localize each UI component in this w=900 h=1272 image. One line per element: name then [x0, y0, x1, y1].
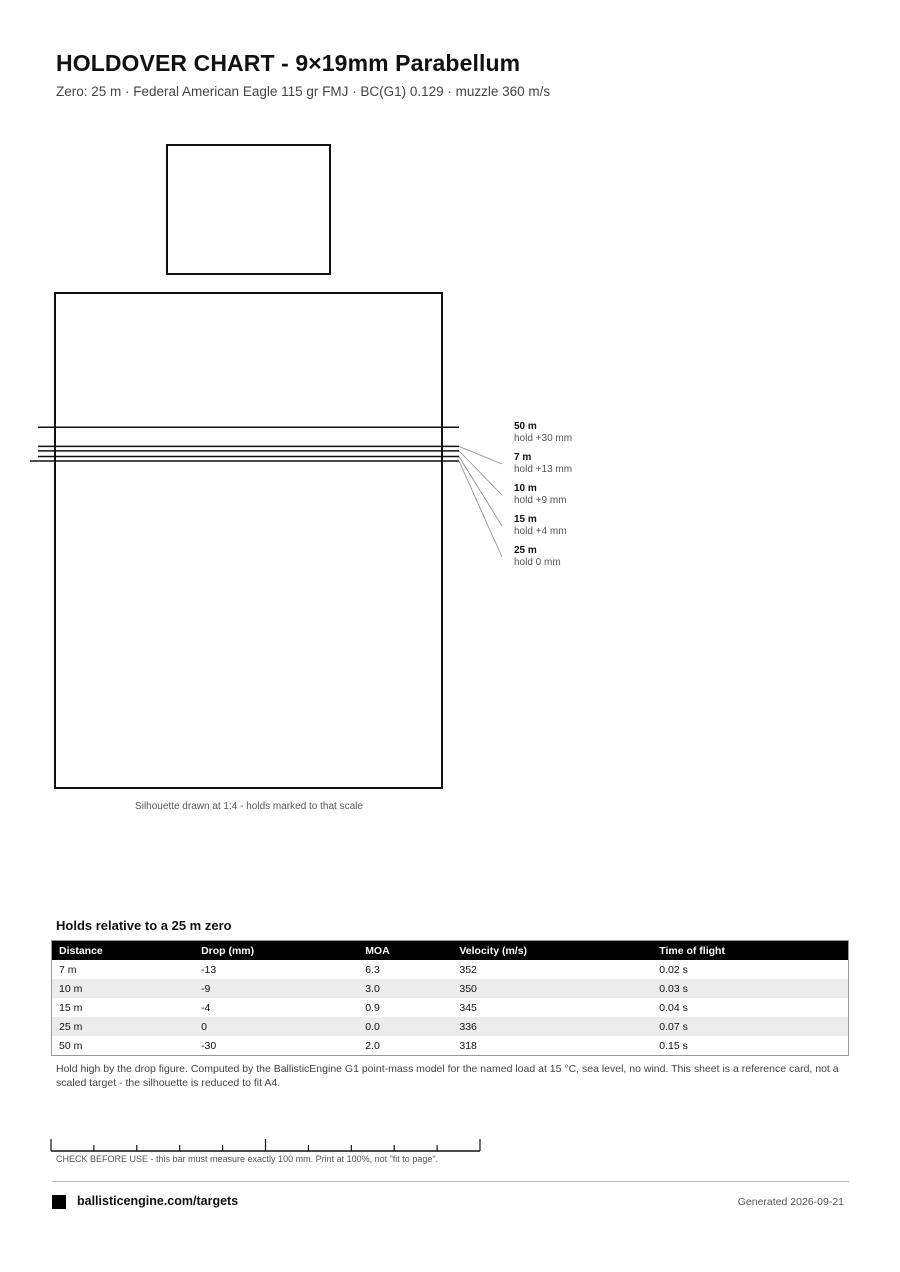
- table-cell: 25 m: [52, 1017, 195, 1036]
- table-cell: 0: [194, 1017, 358, 1036]
- hold-value: hold 0 mm: [514, 557, 561, 568]
- hold-distance: 10 m: [514, 483, 537, 494]
- table-row: [52, 1036, 849, 1056]
- table-cell: 50 m: [59, 1039, 83, 1052]
- hold-value: hold +4 mm: [514, 526, 567, 537]
- table-cell: 0.15 s: [659, 1039, 688, 1052]
- silhouette-body: [55, 293, 442, 788]
- table-cell: 7 m: [59, 963, 77, 976]
- column-header: Time of flight: [652, 941, 848, 961]
- table-cell: 0.03 s: [652, 979, 848, 998]
- hold-distance: 15 m: [514, 514, 537, 525]
- table-row: [52, 998, 849, 1017]
- table-cell: 6.3: [365, 963, 380, 976]
- column-header: Distance: [52, 941, 195, 961]
- hold-label: [514, 483, 567, 507]
- table-cell: 345: [459, 1001, 477, 1014]
- hold-label: [514, 452, 572, 476]
- table-cell: 0.02 s: [659, 963, 688, 976]
- column-header: Drop (mm): [194, 941, 358, 961]
- table-cell: -9: [194, 979, 358, 998]
- table-cell: 318: [459, 1039, 477, 1052]
- holds-table: [51, 940, 849, 1056]
- page-subtitle: Zero: 25 m · Federal American Eagle 115 gr FMJ · BC(G1) 0.129 · muzzle 360 m/s: [56, 84, 551, 99]
- table-cell: 352: [459, 963, 477, 976]
- table-cell: 0.07 s: [652, 1017, 848, 1036]
- table-cell: -30: [201, 1039, 217, 1052]
- table-header-row: [52, 941, 849, 961]
- table-cell: 15 m: [59, 1001, 83, 1014]
- scale-bar: [51, 1139, 480, 1151]
- hold-value: hold +9 mm: [514, 495, 567, 506]
- column-header: Velocity (m/s): [452, 941, 652, 961]
- table-row: [52, 979, 849, 998]
- scale-check-text: CHECK BEFORE USE - this bar must measure exactly 100 mm. Print at 100%, not "fit to page".: [56, 1154, 439, 1164]
- hold-leader-line: [459, 451, 502, 495]
- hold-value: hold +13 mm: [514, 464, 573, 475]
- hold-label: [514, 421, 572, 445]
- footer-divider: [52, 1181, 849, 1182]
- hold-distance: 50 m: [514, 421, 537, 432]
- table-row: [52, 960, 849, 979]
- column-header: MOA: [358, 941, 452, 961]
- table-title: Holds relative to a 25 m zero: [56, 918, 232, 933]
- table-cell: 350: [452, 979, 652, 998]
- table-cell: 0.0: [358, 1017, 452, 1036]
- table-cell: 336: [452, 1017, 652, 1036]
- hold-leader-line: [459, 457, 502, 527]
- silhouette-head: [167, 145, 330, 274]
- hold-value: hold +30 mm: [514, 433, 573, 444]
- hold-lines: [30, 427, 502, 557]
- hold-label: [514, 514, 567, 538]
- footnote: Hold high by the drop figure. Computed by the BallisticEngine G1 point-mass model for the named load at 15 °C, sea level, no wind. This sheet is a reference card, not a scaled target - the silhouette is reduced to fit A4.: [56, 1063, 839, 1089]
- generated-date: Generated 2026-09-21: [737, 1196, 844, 1208]
- hold-leader-line: [459, 461, 502, 557]
- table-row: [52, 1017, 849, 1036]
- scale-caption: Silhouette drawn at 1:4 - holds marked to that scale: [135, 801, 363, 812]
- table-cell: -13: [201, 963, 217, 976]
- table-cell: 3.0: [358, 979, 452, 998]
- brand-url: ballisticengine.com/targets: [77, 1194, 239, 1208]
- table-cell: 10 m: [52, 979, 195, 998]
- page-title: HOLDOVER CHART - 9×19mm Parabellum: [56, 50, 521, 76]
- hold-distance: 25 m: [514, 545, 537, 556]
- hold-distance: 7 m: [514, 452, 532, 463]
- hold-leader-line: [459, 446, 502, 464]
- table-cell: 0.04 s: [659, 1001, 688, 1014]
- brand-logo-square: [52, 1195, 66, 1209]
- table-cell: 0.9: [365, 1001, 380, 1014]
- hold-label: [514, 545, 561, 569]
- table-cell: -4: [201, 1001, 211, 1014]
- table-cell: 2.0: [365, 1039, 380, 1052]
